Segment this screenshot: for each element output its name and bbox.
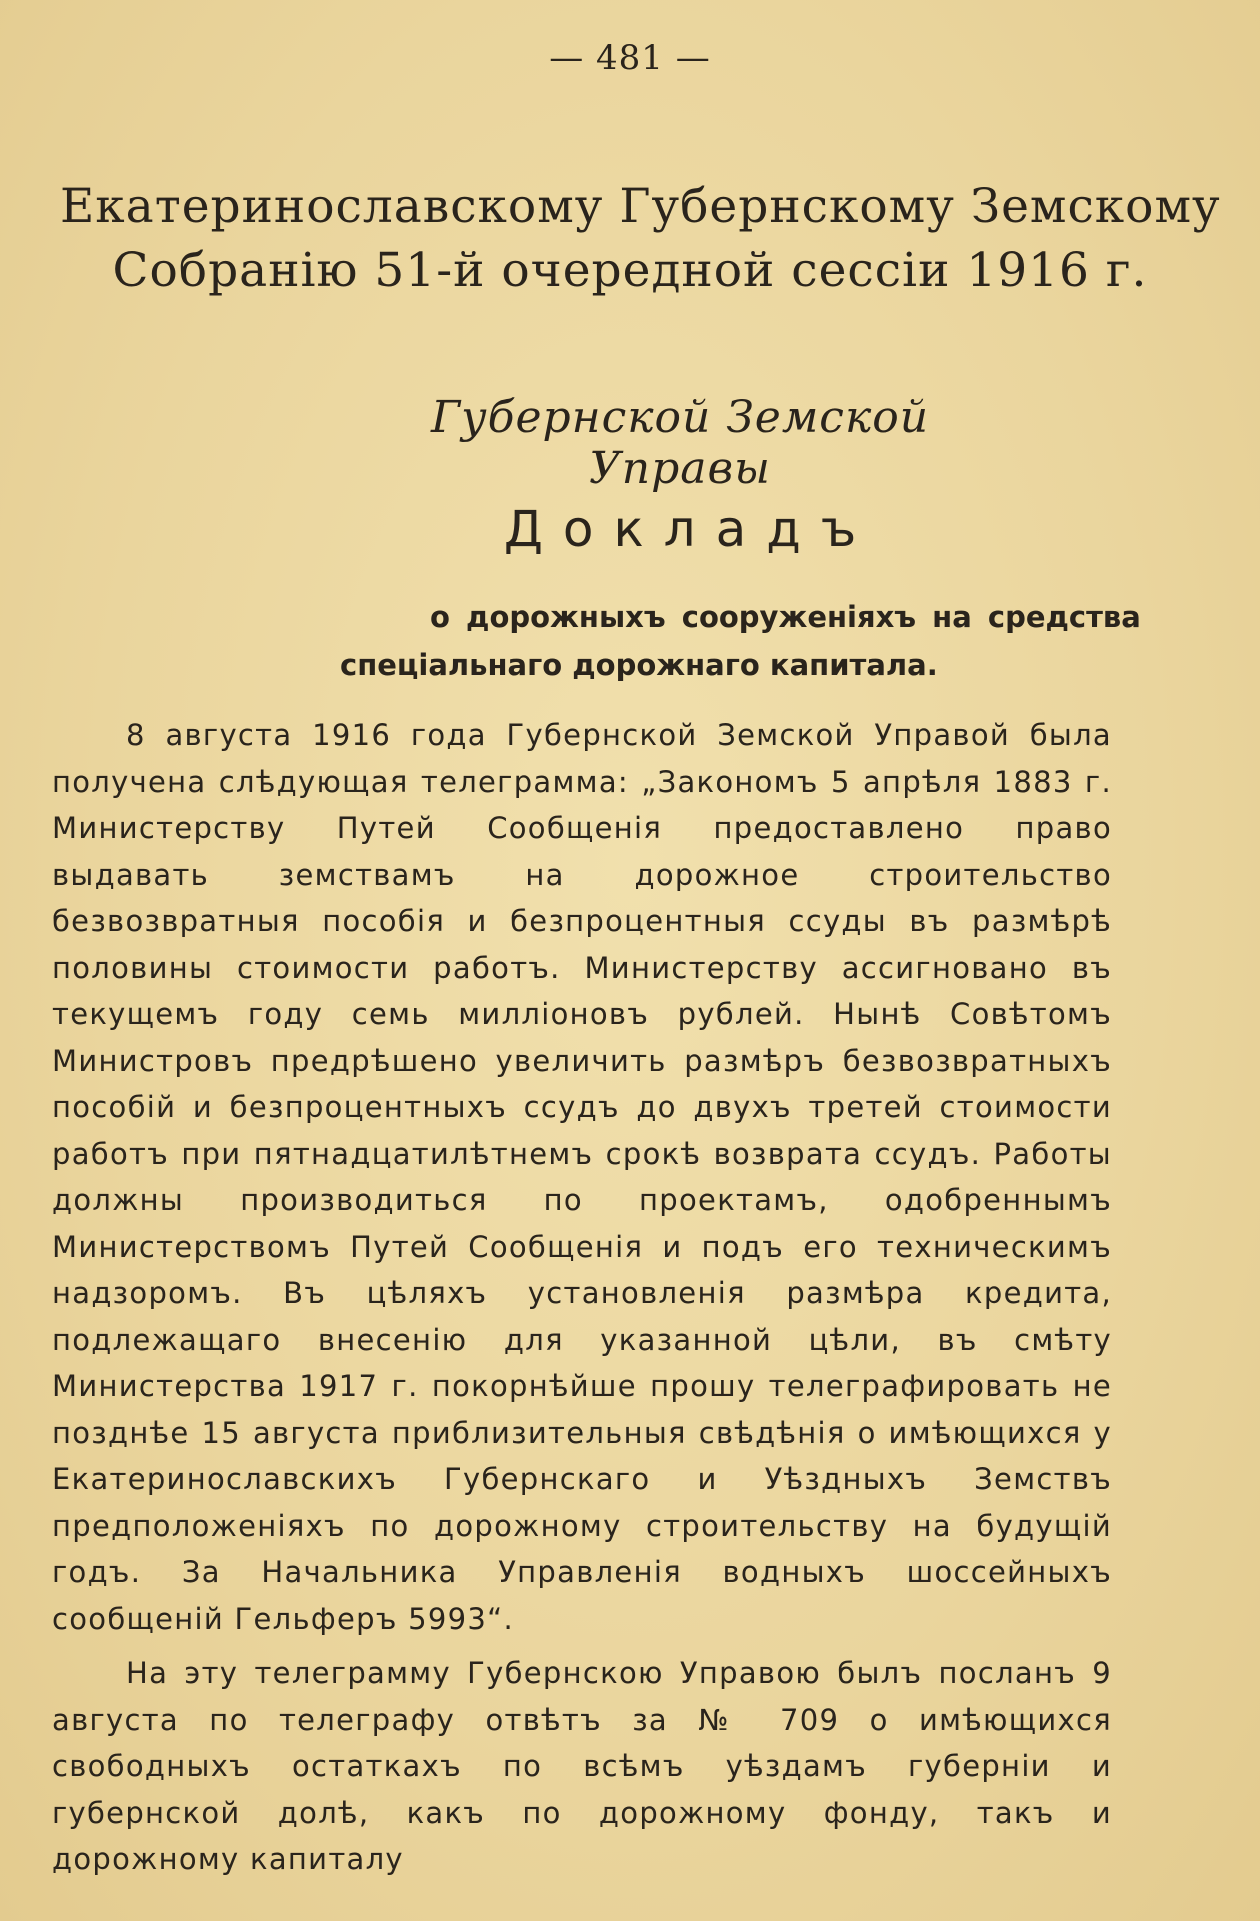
document-title <box>60 175 1221 303</box>
document-subtitle: Губернской Земской Управы <box>430 392 930 494</box>
page-number: — 481 — <box>549 38 711 78</box>
title-line-1: Екатеринославскому Губернскому Земскому <box>60 179 1221 234</box>
report-topic <box>340 593 1141 689</box>
paragraph-2: На эту телеграмму Губернскою Управою былъ посланъ 9 августа по телеграфу отвѣтъ за № 709 о имѣющихся свободныхъ остаткахъ по всѣмъ уѣздамъ губерніи и губернской долѣ, какъ по дорожному фонду, такъ и дорожному капиталу <box>52 1656 1112 1876</box>
body-text <box>52 712 1112 1883</box>
topic-line-1: о дорожныхъ сооруженіяхъ на средства <box>430 600 1141 634</box>
paragraph-1: 8 августа 1916 года Губернской Земской Управой была получена слѣдующая телеграмма: „Закономъ 5 апрѣля 1883 г. Министерству Путей Сообщенія предоставлено право выдавать земствамъ на дорожное строительство безвозвратныя пособія и безпроцентныя ссуды въ размѣрѣ половины стоимости работъ. Министерству ассигновано въ текущемъ году семь милліоновъ рублей. Нынѣ Совѣтомъ Министровъ предрѣшено увеличить размѣръ безвозвратныхъ пособій и безпроцентныхъ ссудъ до двухъ третей стоимости работъ при пятнадцатилѣтнемъ срокѣ возврата ссудъ. Работы должны производиться по проектамъ, одобреннымъ Министерствомъ Путей Сообщенія и подъ его техническимъ надзоромъ. Въ цѣляхъ установленія размѣра кредита, подлежащаго внесенію для указанной цѣли, въ смѣту Министерства 1917 г. покорнѣйше прошу телеграфировать не позднѣе 15 августа приблизительныя свѣдѣнія о имѣющихся у Екатеринославскихъ Губернскаго и Уѣздныхъ Земствъ предположеніяхъ по дорожному строительству на будущій годъ. За Начальника Управленія водныхъ шоссейныхъ сообщеній Гельферъ 5993“. <box>52 718 1112 1636</box>
title-line-2: Собранію 51-й очередной сессіи 1916 г. <box>112 243 1148 298</box>
topic-line-2: спеціальнаго дорожнаго капитала. <box>340 648 938 682</box>
document-heading: Докладъ <box>503 500 877 558</box>
